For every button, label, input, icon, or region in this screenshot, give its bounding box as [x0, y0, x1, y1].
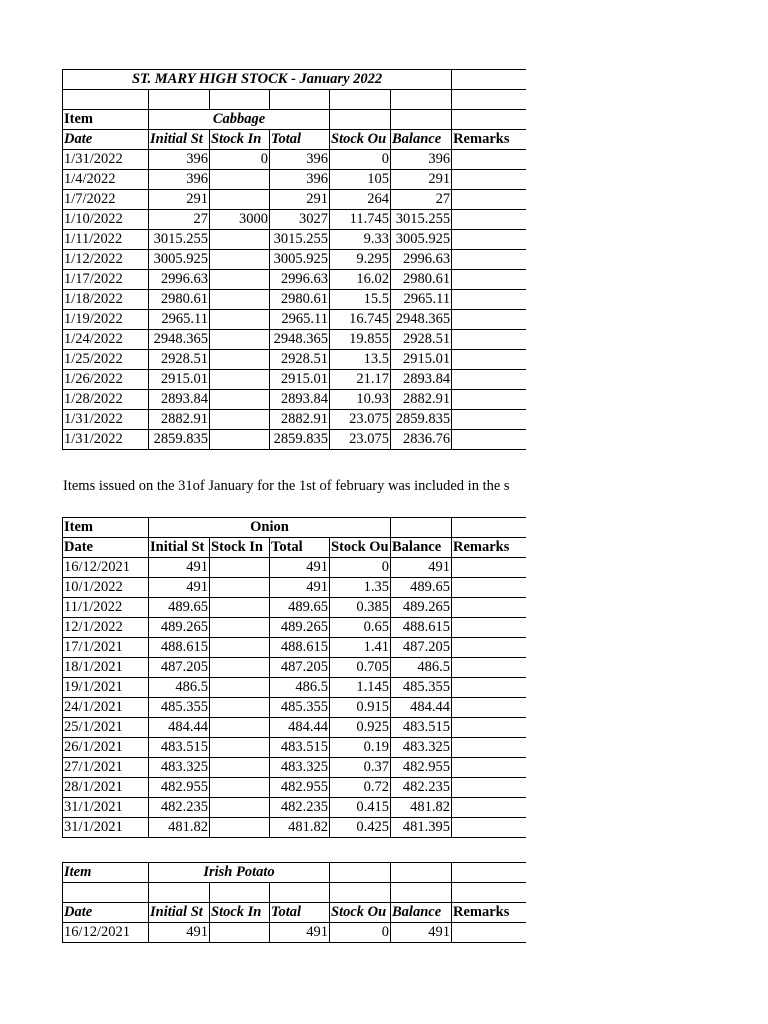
cell-stock-in: [210, 170, 270, 190]
cell-remarks: [452, 658, 526, 678]
cell-balance: 396: [391, 150, 452, 170]
item-label: Item: [63, 863, 149, 883]
cell-total: 482.235: [270, 798, 330, 818]
cell-total: 396: [270, 170, 330, 190]
table-row: [63, 390, 526, 410]
table-row: [63, 370, 526, 390]
cell-remarks: [452, 718, 526, 738]
table-row: [63, 678, 526, 698]
cell-stock-in: [210, 618, 270, 638]
table-row: [63, 818, 526, 838]
cell-stock-in: [210, 923, 270, 943]
cell-stock-out: 0.925: [330, 718, 391, 738]
cell-stock-out: 0.915: [330, 698, 391, 718]
empty-row: [63, 90, 526, 110]
cell-date: 12/1/2022: [63, 618, 149, 638]
header-row: [63, 903, 526, 923]
cell-total: 481.82: [270, 818, 330, 838]
item-name: Onion: [149, 518, 391, 538]
cell-remarks: [452, 330, 526, 350]
table-row: [63, 270, 526, 290]
cell-balance: 489.265: [391, 598, 452, 618]
cell-balance: 481.82: [391, 798, 452, 818]
cell-total: 396: [270, 150, 330, 170]
table-row: [63, 330, 526, 350]
cell-date: 1/28/2022: [63, 390, 149, 410]
cell-balance: 2893.84: [391, 370, 452, 390]
cell-date: 25/1/2021: [63, 718, 149, 738]
cell-total: 2893.84: [270, 390, 330, 410]
cell-stock-out: 0: [330, 150, 391, 170]
cell-initial-stock: 2948.365: [149, 330, 210, 350]
cell-balance: 482.235: [391, 778, 452, 798]
cell-stock-out: 0: [330, 923, 391, 943]
cell-initial-stock: 491: [149, 558, 210, 578]
cell-stock-out: 0.385: [330, 598, 391, 618]
cell-balance: 2980.61: [391, 270, 452, 290]
cell-date: 24/1/2021: [63, 698, 149, 718]
cell-remarks: [452, 578, 526, 598]
cell-stock-out: 11.745: [330, 210, 391, 230]
cell-stock-in: [210, 290, 270, 310]
cell-stock-in: [210, 310, 270, 330]
table-row: [63, 230, 526, 250]
cell-remarks: [452, 698, 526, 718]
cell-date: 1/17/2022: [63, 270, 149, 290]
table-row: [63, 430, 526, 450]
cell-stock-in: [210, 270, 270, 290]
cell-stock-out: 23.075: [330, 430, 391, 450]
cell-remarks: [452, 370, 526, 390]
header-initial-stock: Initial St: [149, 130, 210, 150]
cell-initial-stock: 2928.51: [149, 350, 210, 370]
header-date: Date: [63, 130, 149, 150]
cell-stock-out: 105: [330, 170, 391, 190]
header-balance: Balance: [391, 538, 452, 558]
cell-remarks: [452, 390, 526, 410]
cell-total: 491: [270, 578, 330, 598]
cell-date: 17/1/2021: [63, 638, 149, 658]
cell-initial-stock: 483.325: [149, 758, 210, 778]
cell-initial-stock: 484.44: [149, 718, 210, 738]
item-label: Item: [63, 110, 149, 130]
cell-remarks: [452, 410, 526, 430]
cell-date: 31/1/2021: [63, 818, 149, 838]
header-total: Total: [270, 538, 330, 558]
cell-date: 16/12/2021: [63, 923, 149, 943]
cell-stock-in: [210, 798, 270, 818]
cell-total: 291: [270, 190, 330, 210]
item-row: [63, 518, 526, 538]
item-name: Cabbage: [149, 110, 330, 130]
table-row: [63, 638, 526, 658]
cell-initial-stock: 2859.835: [149, 430, 210, 450]
cell-remarks: [452, 798, 526, 818]
cell-stock-out: 0: [330, 558, 391, 578]
cell-date: 10/1/2022: [63, 578, 149, 598]
cell-balance: 27: [391, 190, 452, 210]
header-row: [63, 538, 526, 558]
item-row: [63, 863, 526, 883]
cell-initial-stock: 489.265: [149, 618, 210, 638]
cell-remarks: [452, 150, 526, 170]
header-stock-out: Stock Ou: [330, 903, 391, 923]
cell-balance: 489.65: [391, 578, 452, 598]
cell-balance: 483.515: [391, 718, 452, 738]
cell-stock-in: [210, 758, 270, 778]
cell-total: 2915.01: [270, 370, 330, 390]
cell-stock-in: [210, 818, 270, 838]
cell-stock-in: [210, 190, 270, 210]
cell-stock-in: [210, 230, 270, 250]
cell-stock-out: 0.415: [330, 798, 391, 818]
table-row: [63, 738, 526, 758]
cabbage-rows: [63, 150, 526, 450]
cell-stock-out: 1.35: [330, 578, 391, 598]
cell-remarks: [452, 558, 526, 578]
cell-remarks: [452, 190, 526, 210]
cell-balance: 2928.51: [391, 330, 452, 350]
cell-balance: 2859.835: [391, 410, 452, 430]
item-name: Irish Potato: [149, 863, 330, 883]
cell-total: 3027: [270, 210, 330, 230]
cell-initial-stock: 396: [149, 170, 210, 190]
table-row: [63, 170, 526, 190]
cell-date: 26/1/2021: [63, 738, 149, 758]
cell-initial-stock: 482.235: [149, 798, 210, 818]
cell-initial-stock: 2965.11: [149, 310, 210, 330]
cell-stock-out: 9.33: [330, 230, 391, 250]
cell-total: 485.355: [270, 698, 330, 718]
cell-remarks: [452, 350, 526, 370]
cell-remarks: [452, 598, 526, 618]
table-row: [63, 923, 526, 943]
cell-date: 1/12/2022: [63, 250, 149, 270]
cell-initial-stock: 2996.63: [149, 270, 210, 290]
cell-total: 3015.255: [270, 230, 330, 250]
title-row: [63, 70, 526, 90]
cell-initial-stock: 491: [149, 578, 210, 598]
header-remarks: Remarks: [452, 538, 526, 558]
table-row: [63, 350, 526, 370]
cell-date: 11/1/2022: [63, 598, 149, 618]
cell-remarks: [452, 758, 526, 778]
cell-balance: 484.44: [391, 698, 452, 718]
cell-total: 489.265: [270, 618, 330, 638]
cell-stock-out: 13.5: [330, 350, 391, 370]
cell-stock-out: 0.72: [330, 778, 391, 798]
header-remarks: Remarks: [452, 130, 526, 150]
cell-balance: 291: [391, 170, 452, 190]
cell-date: 27/1/2021: [63, 758, 149, 778]
table-row: [63, 758, 526, 778]
cell-stock-in: [210, 430, 270, 450]
cell-stock-out: 21.17: [330, 370, 391, 390]
cell-total: 489.65: [270, 598, 330, 618]
cell-date: 31/1/2021: [63, 798, 149, 818]
header-stock-in: Stock In: [210, 903, 270, 923]
cell-stock-in: [210, 410, 270, 430]
cell-remarks: [452, 678, 526, 698]
cell-total: 2996.63: [270, 270, 330, 290]
cell-total: 2928.51: [270, 350, 330, 370]
cell-balance: 488.615: [391, 618, 452, 638]
cell-initial-stock: 486.5: [149, 678, 210, 698]
header-total: Total: [270, 903, 330, 923]
cell-remarks: [452, 290, 526, 310]
cell-stock-in: [210, 370, 270, 390]
cell-remarks: [452, 170, 526, 190]
cell-remarks: [452, 270, 526, 290]
cell-remarks: [452, 818, 526, 838]
cell-stock-out: 15.5: [330, 290, 391, 310]
table-row: [63, 210, 526, 230]
cell-remarks: [452, 250, 526, 270]
cell-stock-out: 1.41: [330, 638, 391, 658]
cell-stock-out: 9.295: [330, 250, 391, 270]
cell-balance: 3015.255: [391, 210, 452, 230]
cell-balance: 2915.01: [391, 350, 452, 370]
cell-total: 488.615: [270, 638, 330, 658]
cell-stock-out: 19.855: [330, 330, 391, 350]
cell-balance: 2948.365: [391, 310, 452, 330]
cell-total: 2859.835: [270, 430, 330, 450]
cell-initial-stock: 3005.925: [149, 250, 210, 270]
header-stock-out: Stock Ou: [330, 538, 391, 558]
cell-total: 2948.365: [270, 330, 330, 350]
header-date: Date: [63, 903, 149, 923]
cell-balance: 491: [391, 558, 452, 578]
cell-remarks: [452, 430, 526, 450]
cell-date: 16/12/2021: [63, 558, 149, 578]
cell-stock-in: [210, 350, 270, 370]
cell-total: 487.205: [270, 658, 330, 678]
cell-balance: 482.955: [391, 758, 452, 778]
cell-stock-in: [210, 330, 270, 350]
cell-initial-stock: 3015.255: [149, 230, 210, 250]
cabbage-stock-table: [62, 69, 526, 450]
header-initial-stock: Initial St: [149, 538, 210, 558]
cell-stock-in: [210, 638, 270, 658]
cell-date: 1/18/2022: [63, 290, 149, 310]
cell-date: 1/7/2022: [63, 190, 149, 210]
cell-stock-out: 0.19: [330, 738, 391, 758]
cell-initial-stock: 396: [149, 150, 210, 170]
table-row: [63, 798, 526, 818]
cell-stock-out: 0.425: [330, 818, 391, 838]
cell-total: 2965.11: [270, 310, 330, 330]
header-balance: Balance: [391, 903, 452, 923]
cell-balance: 2836.76: [391, 430, 452, 450]
header-stock-in: Stock In: [210, 130, 270, 150]
cell-initial-stock: 487.205: [149, 658, 210, 678]
header-total: Total: [270, 130, 330, 150]
potato-rows: [63, 923, 526, 943]
cell-initial-stock: 482.955: [149, 778, 210, 798]
cell-stock-in: 0: [210, 150, 270, 170]
cell-date: 1/11/2022: [63, 230, 149, 250]
table-row: [63, 598, 526, 618]
cell-date: 1/10/2022: [63, 210, 149, 230]
cell-remarks: [452, 638, 526, 658]
cell-balance: 2996.63: [391, 250, 452, 270]
cell-balance: 2882.91: [391, 390, 452, 410]
cell-balance: 2965.11: [391, 290, 452, 310]
cell-stock-out: 16.745: [330, 310, 391, 330]
table-row: [63, 310, 526, 330]
cell-balance: 491: [391, 923, 452, 943]
header-stock-out: Stock Ou: [330, 130, 391, 150]
cell-stock-out: 23.075: [330, 410, 391, 430]
table-row: [63, 290, 526, 310]
table-row: [63, 618, 526, 638]
potato-stock-table: [62, 862, 526, 943]
cell-date: 19/1/2021: [63, 678, 149, 698]
empty-row: [63, 883, 526, 903]
cell-remarks: [452, 923, 526, 943]
cell-remarks: [452, 210, 526, 230]
header-remarks: Remarks: [452, 903, 526, 923]
cell-initial-stock: 491: [149, 923, 210, 943]
table-row: [63, 250, 526, 270]
cell-initial-stock: 483.515: [149, 738, 210, 758]
cell-initial-stock: 27: [149, 210, 210, 230]
cell-stock-out: 1.145: [330, 678, 391, 698]
table-row: [63, 778, 526, 798]
cell-total: 482.955: [270, 778, 330, 798]
cell-stock-in: [210, 658, 270, 678]
onion-rows: [63, 558, 526, 838]
cell-date: 1/31/2022: [63, 150, 149, 170]
cell-stock-out: 10.93: [330, 390, 391, 410]
sheet-title: ST. MARY HIGH STOCK - January 2022: [63, 70, 452, 90]
cell-total: 483.515: [270, 738, 330, 758]
cell-stock-in: [210, 698, 270, 718]
cell-stock-in: [210, 558, 270, 578]
header-balance: Balance: [391, 130, 452, 150]
cell-total: 491: [270, 923, 330, 943]
cell-balance: 483.325: [391, 738, 452, 758]
cell-date: 1/24/2022: [63, 330, 149, 350]
table-row: [63, 578, 526, 598]
table-row: [63, 190, 526, 210]
cell-total: 484.44: [270, 718, 330, 738]
cell-date: 28/1/2021: [63, 778, 149, 798]
item-label: Item: [63, 518, 149, 538]
cell-stock-out: 0.37: [330, 758, 391, 778]
cell-remarks: [452, 310, 526, 330]
cell-balance: 3005.925: [391, 230, 452, 250]
table-row: [63, 658, 526, 678]
item-row: [63, 110, 526, 130]
cell-initial-stock: 291: [149, 190, 210, 210]
cell-balance: 485.355: [391, 678, 452, 698]
header-row: [63, 130, 526, 150]
table-row: [63, 410, 526, 430]
cell-balance: 487.205: [391, 638, 452, 658]
cell-balance: 486.5: [391, 658, 452, 678]
cell-stock-in: [210, 390, 270, 410]
cell-initial-stock: 2915.01: [149, 370, 210, 390]
cell-stock-in: [210, 250, 270, 270]
cell-total: 483.325: [270, 758, 330, 778]
cell-stock-in: [210, 678, 270, 698]
cell-date: 18/1/2021: [63, 658, 149, 678]
cell-initial-stock: 489.65: [149, 598, 210, 618]
cell-date: 1/31/2022: [63, 430, 149, 450]
cell-total: 486.5: [270, 678, 330, 698]
cell-total: 491: [270, 558, 330, 578]
cell-stock-out: 16.02: [330, 270, 391, 290]
table-row: [63, 718, 526, 738]
cell-remarks: [452, 618, 526, 638]
header-stock-in: Stock In: [210, 538, 270, 558]
cell-balance: 481.395: [391, 818, 452, 838]
table-row: [63, 150, 526, 170]
cell-initial-stock: 2980.61: [149, 290, 210, 310]
cell-stock-in: [210, 598, 270, 618]
cell-initial-stock: 2882.91: [149, 410, 210, 430]
cell-total: 3005.925: [270, 250, 330, 270]
cell-initial-stock: 2893.84: [149, 390, 210, 410]
cell-date: 1/26/2022: [63, 370, 149, 390]
cell-stock-in: [210, 738, 270, 758]
cell-remarks: [452, 778, 526, 798]
cell-date: 1/4/2022: [63, 170, 149, 190]
cell-stock-out: 0.65: [330, 618, 391, 638]
table-row: [63, 698, 526, 718]
cell-remarks: [452, 230, 526, 250]
cell-date: 1/25/2022: [63, 350, 149, 370]
cell-total: 2882.91: [270, 410, 330, 430]
cell-stock-in: [210, 718, 270, 738]
cell-stock-in: [210, 578, 270, 598]
note-text: Items issued on the 31of January for the 1st of february was included in the s: [63, 478, 510, 494]
cell-date: 1/19/2022: [63, 310, 149, 330]
cell-date: 1/31/2022: [63, 410, 149, 430]
cell-stock-in: [210, 778, 270, 798]
cell-stock-out: 0.705: [330, 658, 391, 678]
cell-initial-stock: 481.82: [149, 818, 210, 838]
cell-initial-stock: 485.355: [149, 698, 210, 718]
onion-stock-table: [62, 517, 526, 838]
header-initial-stock: Initial St: [149, 903, 210, 923]
table-row: [63, 558, 526, 578]
cell-stock-out: 264: [330, 190, 391, 210]
header-date: Date: [63, 538, 149, 558]
cell-remarks: [452, 738, 526, 758]
cell-total: 2980.61: [270, 290, 330, 310]
cell-stock-in: 3000: [210, 210, 270, 230]
cell-initial-stock: 488.615: [149, 638, 210, 658]
